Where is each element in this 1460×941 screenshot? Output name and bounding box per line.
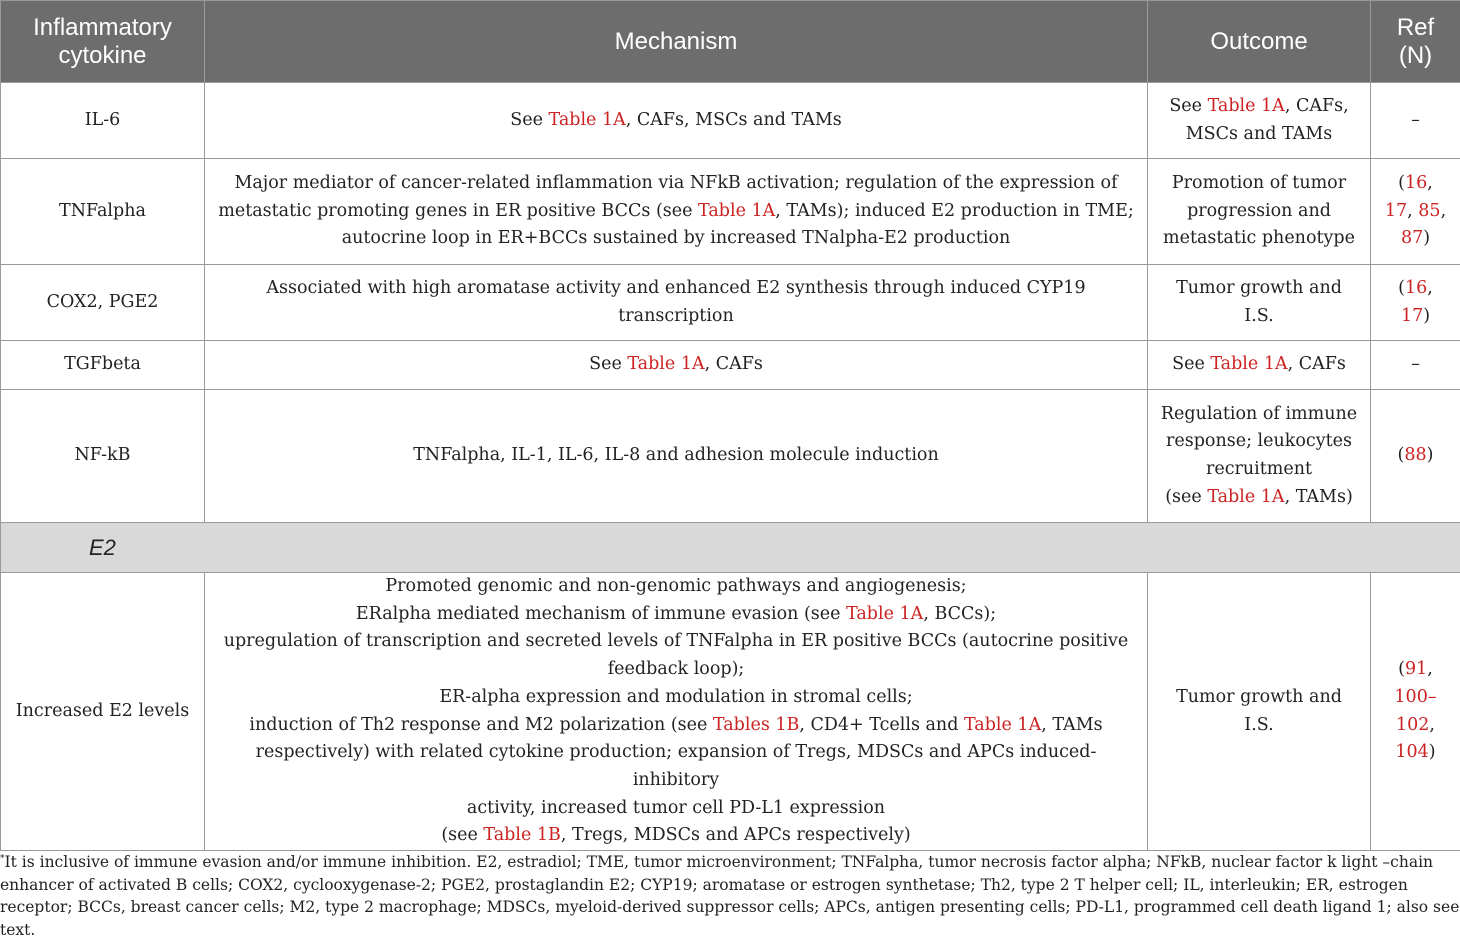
cytokine-cell: TGFbeta xyxy=(1,341,205,390)
ref-link[interactable]: 16 xyxy=(1405,173,1427,193)
ref-cell: (16, 17) xyxy=(1371,265,1460,341)
table-link[interactable]: Table 1A xyxy=(846,604,923,624)
table-link[interactable]: Table 1A xyxy=(627,354,704,374)
section-label: E2 xyxy=(1,523,1460,573)
outcome-cell: See Table 1A, CAFs, MSCs and TAMs xyxy=(1148,83,1371,159)
mechanism-cell: See Table 1A, CAFs xyxy=(205,341,1148,390)
mechanism-cell: TNFalpha, IL-1, IL-6, IL-8 and adhesion molecule induction xyxy=(205,390,1148,523)
table-row xyxy=(1,83,1460,159)
table-row xyxy=(1,573,1460,851)
cytokine-cell: COX2, PGE2 xyxy=(1,265,205,341)
ref-link[interactable]: 91 xyxy=(1405,659,1427,679)
ref-link[interactable]: 87 xyxy=(1401,228,1423,248)
ref-link[interactable]: 102 xyxy=(1396,715,1429,735)
footnote-text: It is inclusive of immune evasion and/or immune inhibition. E2, estradiol; TME, tumor microenvironment; TNFalpha, tumor necrosis factor alpha; NFkB, nuclear factor k light –chain enhancer of activated B cells; COX2, cyclooxygenase-2; PGE2, prostaglandin E2; CYP19; aromatase or estrogen synthetase; Th2, type 2 T helper cell; IL, interleukin; ER, estrogen receptor; BCCs, breast cancer cells; M2, type 2 macrophage; MDSCs, myeloid-derived suppressor cells; APCs, antigen presenting cells; PD-L1, programmed cell death ligand 1; also see text. xyxy=(0,853,1459,939)
table-link[interactable]: Table 1A xyxy=(1207,487,1284,507)
ref-cell: – xyxy=(1371,341,1460,390)
ref-link[interactable]: 85 xyxy=(1418,201,1440,221)
cytokine-cell: Increased E2 levels xyxy=(1,573,205,851)
header-cytokine: Inflammatory cytokine xyxy=(1,1,205,83)
table-link[interactable]: Table 1A xyxy=(698,201,775,221)
table-link[interactable]: Table 1A xyxy=(549,110,626,130)
table-link[interactable]: Table 1A xyxy=(1210,354,1287,374)
table-row xyxy=(1,159,1460,265)
mechanism-cell: Promoted genomic and non-genomic pathways and angiogenesis; ERalpha mediated mechanism of immune evasion (see Table 1A, BCCs); upregulation of transcription and secreted levels of TNFalpha in ER positive BCCs (autocrine positive feedback loop); ER-alpha expression and modulation in stromal cells; induction of Th2 response and M2 polarization (see Tables 1B, CD4+ Tcells and Table 1A, TAMs respectively) with related cytokine production; expansion of Tregs, MDSCs and APCs induced-inhibitory activity, increased tumor cell PD-L1 expression (see Table 1B, Tregs, MDSCs and APCs respectively) xyxy=(205,573,1148,851)
outcome-cell: Tumor growth and I.S. xyxy=(1148,573,1371,851)
table-row xyxy=(1,390,1460,523)
ref-link[interactable]: 104 xyxy=(1395,742,1428,762)
table-link[interactable]: Table 1B xyxy=(483,825,560,845)
mechanism-cell: See Table 1A, CAFs, MSCs and TAMs xyxy=(205,83,1148,159)
table-row xyxy=(1,341,1460,390)
header-outcome: Outcome xyxy=(1148,1,1371,83)
ref-cell: (16, 17, 85, 87) xyxy=(1371,159,1460,265)
header-row xyxy=(1,1,1460,83)
table-link[interactable]: Table 1A xyxy=(964,715,1041,735)
ref-cell: (88) xyxy=(1371,390,1460,523)
table-footnote xyxy=(0,851,1460,941)
outcome-cell: See Table 1A, CAFs xyxy=(1148,341,1371,390)
ref-cell: – xyxy=(1371,83,1460,159)
table-link[interactable]: Tables 1B xyxy=(713,715,799,735)
ref-cell: (91, 100– 102, 104) xyxy=(1371,573,1460,851)
table-row xyxy=(1,265,1460,341)
cytokine-cell: NF-kB xyxy=(1,390,205,523)
outcome-cell: Regulation of immune response; leukocytes recruitment (see Table 1A, TAMs) xyxy=(1148,390,1371,523)
mechanism-cell: Major mediator of cancer-related inflammation via NFkB activation; regulation of the expression of metastatic promoting genes in ER positive BCCs (see Table 1A, TAMs); induced E2 production in TME; autocrine loop in ER+BCCs sustained by increased TNalpha-E2 production xyxy=(205,159,1148,265)
section-row xyxy=(1,523,1460,573)
footnote-mark: * xyxy=(0,854,5,864)
header-ref: Ref (N) xyxy=(1371,1,1460,83)
ref-link[interactable]: 88 xyxy=(1404,445,1426,465)
outcome-cell: Promotion of tumor progression and metastatic phenotype xyxy=(1148,159,1371,265)
mechanism-cell: Associated with high aromatase activity and enhanced E2 synthesis through induced CYP19 transcription xyxy=(205,265,1148,341)
ref-link[interactable]: 17 xyxy=(1401,306,1423,326)
table-link[interactable]: Table 1A xyxy=(1208,96,1285,116)
ref-link[interactable]: 16 xyxy=(1405,278,1427,298)
outcome-cell: Tumor growth and I.S. xyxy=(1148,265,1371,341)
ref-link[interactable]: 17 xyxy=(1385,201,1407,221)
ref-link[interactable]: 100– xyxy=(1394,687,1436,707)
header-mechanism: Mechanism xyxy=(205,1,1148,83)
cytokine-cell: IL-6 xyxy=(1,83,205,159)
cytokine-cell: TNFalpha xyxy=(1,159,205,265)
